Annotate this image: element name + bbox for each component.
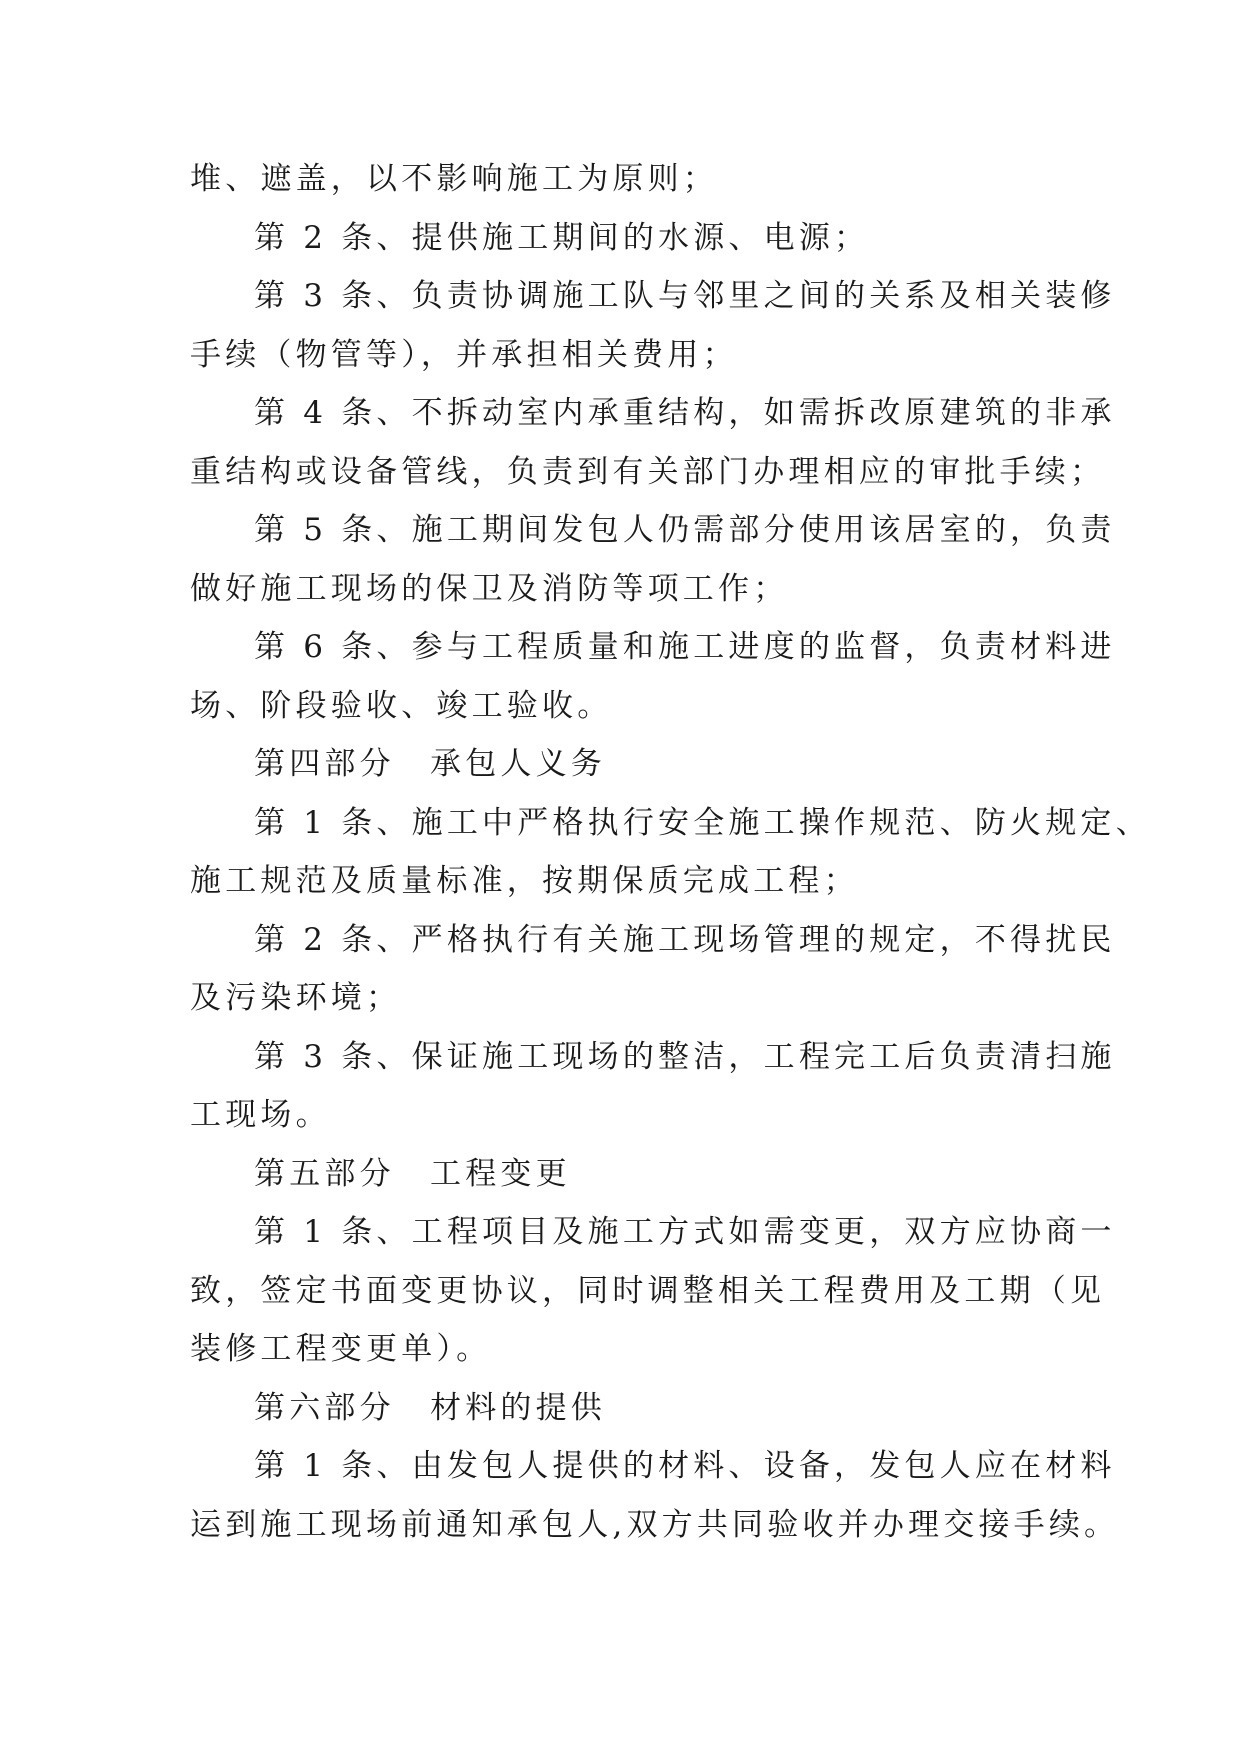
text-line-10: 场、阶段验收、竣工验收。 — [190, 687, 613, 724]
text-line-15: 及污染环境； — [190, 980, 402, 1016]
text-line-20: 致，签定书面变更协议，同时调整相关工程费用及工期（见 — [190, 1272, 1106, 1309]
text-line-17: 工现场。 — [190, 1097, 331, 1133]
text-line-9: 第 6 条、参与工程质量和施工进度的监督，负责材料进 — [254, 629, 1116, 665]
text-line-16: 第 3 条、保证施工现场的整洁，工程完工后负责清扫施 — [254, 1038, 1116, 1075]
document-body — [190, 150, 1151, 1554]
text-line-5: 第 4 条、不拆动室内承重结构，如需拆改原建筑的非承 — [254, 395, 1116, 431]
text-line-1: 堆、遮盖，以不影响施工为原则； — [190, 161, 718, 197]
text-line-2: 第 2 条、提供施工期间的水源、电源； — [254, 219, 870, 256]
text-line-7: 第 5 条、施工期间发包人仍需部分使用该居室的，负责 — [254, 512, 1116, 548]
text-line-8: 做好施工现场的保卫及消防等项工作； — [190, 570, 789, 607]
text-line-21: 装修工程变更单）。 — [190, 1331, 492, 1367]
text-line-24: 运到施工现场前通知承包人,双方共同验收并办理交接手续。 — [190, 1506, 1120, 1543]
text-line-3: 第 3 条、负责协调施工队与邻里之间的关系及相关装修 — [254, 278, 1116, 314]
text-line-19: 第 1 条、工程项目及施工方式如需变更，双方应协商一 — [254, 1214, 1116, 1250]
text-line-4: 手续（物管等），并承担相关费用； — [190, 336, 738, 373]
text-line-13: 施工规范及质量标准，按期保质完成工程； — [190, 863, 859, 899]
text-line-23: 第 1 条、由发包人提供的材料、设备，发包人应在材料 — [254, 1448, 1116, 1484]
section-heading-part-4: 第四部分 承包人义务 — [254, 746, 606, 782]
text-line-14: 第 2 条、严格执行有关施工现场管理的规定，不得扰民 — [254, 921, 1116, 958]
section-heading-part-6: 第六部分 材料的提供 — [254, 1389, 606, 1426]
text-line-12: 第 1 条、施工中严格执行安全施工操作规范、防火规定、 — [254, 804, 1151, 841]
text-line-6: 重结构或设备管线，负责到有关部门办理相应的审批手续； — [190, 453, 1106, 490]
section-heading-part-5: 第五部分 工程变更 — [254, 1155, 571, 1192]
